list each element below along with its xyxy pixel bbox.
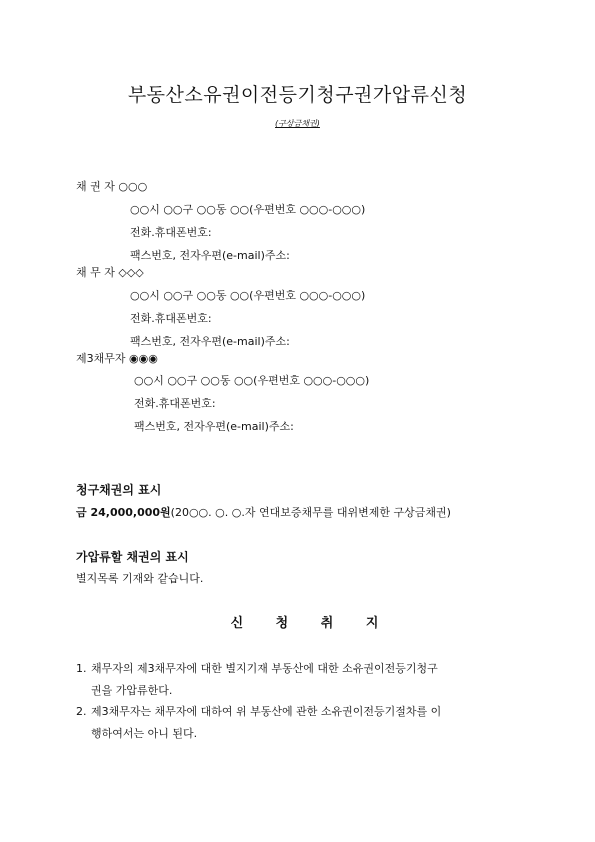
purpose-item-line1: 채무자의 제3채무자에 대한 별지기재 부동산에 대한 소유권이전등기청구 [91, 662, 438, 675]
purpose-item-number: 2. [76, 705, 87, 718]
purpose-item-line1: 제3채무자는 채무자에 대하여 위 부동산에 관한 소유권이전등기절차를 이 [91, 705, 442, 718]
seized-claim-heading: 가압류할 채권의 표시 [76, 550, 189, 564]
document-subtitle: (구상금채권) [275, 119, 320, 128]
seized-claim-body: 별지목록 기재와 같습니다. [76, 572, 204, 585]
debtor-phone: 전화.휴대폰번호: [130, 312, 212, 325]
creditor-address: ○○시 ○○구 ○○동 ○○(우편번호 ○○○-○○○) [130, 203, 366, 216]
third-debtor-label: 제3채무자 [76, 352, 126, 365]
creditor-label-line [76, 180, 147, 194]
creditor-phone: 전화.휴대폰번호: [130, 226, 212, 239]
claim-line [76, 506, 451, 520]
third-debtor-address: ○○시 ○○구 ○○동 ○○(우편번호 ○○○-○○○) [134, 374, 370, 387]
debtor-fax-email: 팩스번호, 전자우편(e-mail)주소: [130, 335, 290, 348]
claim-amount: 금 24,000,000원 [76, 506, 171, 519]
creditor-name: ○○○ [118, 180, 148, 193]
third-debtor-name: ◉◉◉ [129, 352, 158, 365]
claim-heading: 청구채권의 표시 [76, 483, 162, 497]
document-title: 부동산소유권이전등기청구권가압류신청 [127, 84, 468, 106]
third-debtor-label-line [76, 352, 158, 366]
debtor-label: 채 무 자 [76, 266, 115, 279]
purpose-item-number: 1. [76, 662, 87, 675]
third-debtor-fax-email: 팩스번호, 전자우편(e-mail)주소: [134, 420, 294, 433]
creditor-label: 채 권 자 [76, 180, 115, 193]
purpose-heading: 신 청 취 지 [230, 616, 393, 631]
debtor-name: ◇◇◇ [118, 266, 144, 279]
third-debtor-phone: 전화.휴대폰번호: [134, 397, 216, 410]
creditor-fax-email: 팩스번호, 전자우편(e-mail)주소: [130, 249, 290, 262]
debtor-label-line [76, 266, 144, 280]
purpose-item-line2: 행하여서는 아니 된다. [91, 727, 198, 740]
claim-detail: (20○○. ○. ○.자 연대보증채무를 대위변제한 구상금채권) [170, 506, 451, 519]
debtor-address: ○○시 ○○구 ○○동 ○○(우편번호 ○○○-○○○) [130, 289, 366, 302]
purpose-item-line2: 권을 가압류한다. [91, 684, 173, 697]
